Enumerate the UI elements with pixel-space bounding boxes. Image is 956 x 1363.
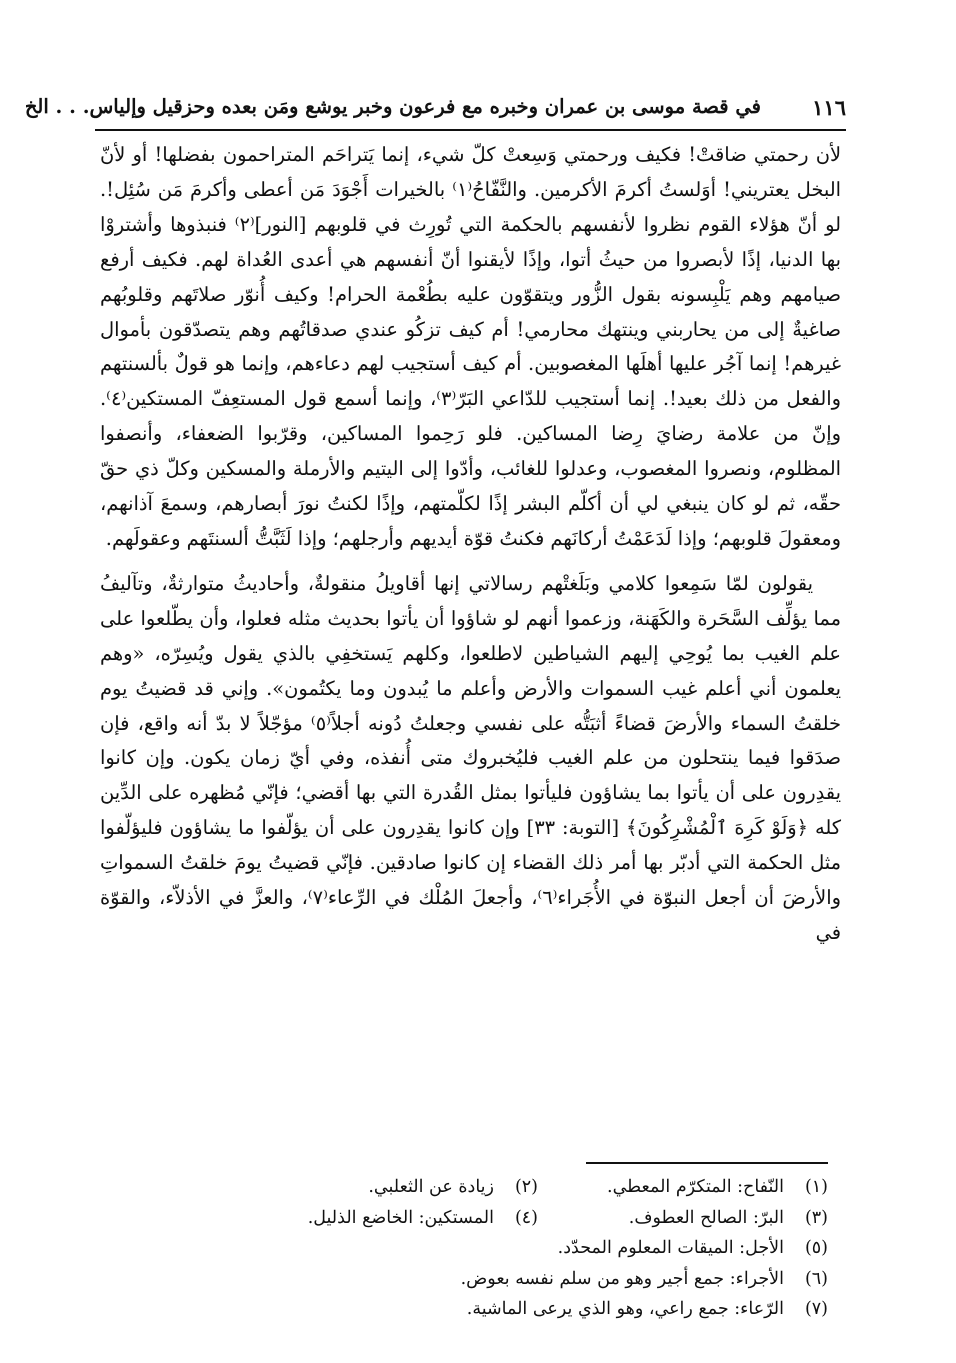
- text-line: [التوبة: ٣٣] وإن كانوا يقدِرون على أن يؤلّفوا ما يشاؤون فليؤلّفوا مثل الحكمة التي أدبّر: [100, 816, 842, 875]
- text-line: بفضلها! أو لأنّ البخل يعتريني! أوَلستُ أكرمَ الأكرمين. والنَّفّاحُ⁽١⁾ بالخيرات أَجْوَدَ: [100, 143, 841, 201]
- footnote: [248, 1172, 538, 1203]
- footnote-number: (٢): [514, 1177, 538, 1197]
- footnote-text: زيادة عن الثعلبي.: [368, 1177, 494, 1197]
- footnote: [461, 1264, 828, 1295]
- footnote-text: النّفاح: المتكرّم المعطي.: [607, 1177, 784, 1197]
- footnote-number: (٣): [804, 1207, 828, 1228]
- footnote: [467, 1294, 828, 1325]
- text-line: يحاربني وينتهك محارمي! أم كيف تزكُو عندي صدقاتُهم وهم يتصدّقون بأموال: [100, 317, 717, 341]
- footnote-text: المستكين: الخاضع الذليل.: [307, 1207, 494, 1228]
- running-header: [24, 95, 846, 131]
- text-line: بها أمر ذلك القضاء إن كانوا صادقين. فإنّي قضيتُ يومَ خلقتُ السمواتِ والأرضَ أن: [100, 851, 841, 910]
- text-line: الزُّور ويتقوّون عليه بطُعْمة الحرام! وكيف أُنوّر صلاتَهم وقلوبُهم صاغيةٌ إلى من: [100, 282, 841, 341]
- text-line: اليتيم والأرملة والمسكين وكلّ ذي حقّ حقّه، ثم لو كان ينبغي لي أن أكلّم البشر إذًا: [100, 457, 841, 516]
- text-line: يقولون لمّا سَمِعوا كلامي وبَلَغتْهم رسالاتي إنها أقاويلُ منقولةٌ، وأحاديثُ: [233, 571, 813, 595]
- chapter-title: في قصة موسى بن عمران وخبره مع فرعون وخبر يوشع ومَن بعده وحزقيل وإلياس. . . الخ: [24, 95, 761, 118]
- paragraph: [100, 138, 841, 557]
- text-line: أركانَهم فكنتُ قوّة أيديهم وأرجلهم؛ وإذا لَثَبَّتُّ ألسنتَهم وعقولَهم.: [105, 526, 608, 550]
- text-line: يَستخفِي بالذي يقول ويُسِرّه، «وهم يعلمون أني أعلم غيب السموات والأرض وأعلم ما: [100, 641, 841, 700]
- text-line: في قلوبهم [النور]⁽٢⁾ فنبذوها وأشتروْا بها الدنيا، إذًا لأبصروا من حيثُ أتوا، وإذًا: [100, 212, 841, 271]
- footnote: [538, 1203, 828, 1234]
- footnote-row: [180, 1203, 828, 1234]
- text-line: متوارثةٌ، وتآليفُ مما يؤلِّف السَّحَرة والكَهَنة، وزعموا أنهم لو شاؤوا أن يأتوا بحديث: [100, 571, 841, 630]
- footnote-number: (٦): [804, 1268, 828, 1289]
- text-line: قولٌ بألسنتهم والفعل من ذلك بعيد!. إنما أستجيب للدّاعي البَرّ⁽٣⁾، وإنما أسمع قول: [100, 352, 842, 411]
- footnote-number: (٤): [514, 1207, 538, 1228]
- text-line: لأن رحمتي ضاقتْ! فكيف ورحمتي وَسِعتْ كلّ شيء، إنما يَتراحَم المتراحمون: [222, 143, 841, 166]
- text-line: لكلّمتهم، وإذًا لكنتُ نورَ أبصارهم، وسمعَ آذانهم، ومعقولَ قلوبهم؛ وإذا لَدَعَمْتُ: [100, 492, 841, 550]
- text-line: مَن أعطى وأكرمَ مَن سُئِل!. لو أنّ هؤلاء القوم نظروا لأنفسهم بالحكمة التي تُورِث: [100, 177, 841, 236]
- footnote-divider: [586, 1162, 828, 1164]
- footnote-number: (٥): [804, 1238, 828, 1259]
- footnote-row: [180, 1172, 828, 1203]
- footnotes: [180, 1172, 828, 1325]
- text-line: أجعل النبوّة في الأُجَراء⁽٦⁾، وأجعلَ المُلْك في الرِّعاء⁽٧⁾، والعزَّ في الأذلاّء، والقوّة في: [100, 886, 841, 944]
- footnote: [558, 1233, 828, 1264]
- footnote-number: (١): [804, 1177, 828, 1197]
- text-line: يُبدون وما يكتُمون». وإني قد قضيتُ يوم خلقتُ السماء والأرضَ قضاءً أثبَتُّه على نفسي: [100, 676, 841, 735]
- footnote-text: البرّ: الصالح العطوف.: [628, 1207, 784, 1228]
- text-line: فليأتوا بمثل القُدرة التي بها أقضي؛ فإنّي مُظهره على الدِّين كله ﴿وَلَوْ كَرِهَ ٱلْمُشْرِكُونَ﴾: [100, 781, 842, 840]
- page-number: ١١٦: [812, 95, 846, 120]
- footnote-text: الرّعاء: جمع راعي، وهو الذي يرعى الماشية.: [466, 1299, 784, 1320]
- paragraph: [100, 567, 841, 951]
- footnote: [538, 1172, 828, 1203]
- text-line: مثله فعلوا، وأن يطّلعوا على علم الغيب بما يُوحِي إليهم الشياطين لاطلعوا، وكلهم: [100, 606, 841, 665]
- text-line: وقرّبوا الضعفاء، وأنصفوا المظلوم، ونصروا المغصوب، وعدلوا للغائب، وأدّوا إلى: [100, 422, 841, 481]
- text-line: فليُخبروك متى أُنفذه، وفي أيّ زمان يكون. وإن كانوا يقدِرون على أن يأتوا بما يشاؤون: [100, 746, 841, 805]
- text-line: لأيقنوا أنّ أنفسهم هي أعدى العُداة لهم. فكيف أرفع صيامهم وهم يَلْبِسونه بقول: [100, 247, 841, 306]
- text-line: وجعلتُ دُونه أجلاً⁽٥⁾ مؤجّلاً لا بدّ أنه واقع، فإن صدَقوا فيما ينتحلون من علم الغيب: [100, 711, 841, 770]
- footnote: [248, 1203, 538, 1234]
- text-line: المستعِفّ المستكين⁽٤⁾. وإنّ من علامة رضايَ رِضا المساكين. فلو رَحِموا المساكين،: [100, 387, 841, 446]
- footnote-number: (٧): [804, 1299, 828, 1320]
- main-text: [100, 138, 841, 951]
- text-line: غيرهم! إنما آجُر عليها أهلَها المغصوبين. أم كيف أستجيب لهم دعاءهم، وإنما هو: [214, 352, 841, 376]
- footnote-text: الأجراء: جمع أجير وهو من سلم نفسه بعوض.: [460, 1268, 784, 1289]
- footnote-row: [180, 1233, 828, 1264]
- footnote-row: [180, 1264, 828, 1295]
- footnote-text: الأجل: الميقات المعلوم المحدّد.: [557, 1238, 784, 1259]
- footnote-row: [180, 1294, 828, 1325]
